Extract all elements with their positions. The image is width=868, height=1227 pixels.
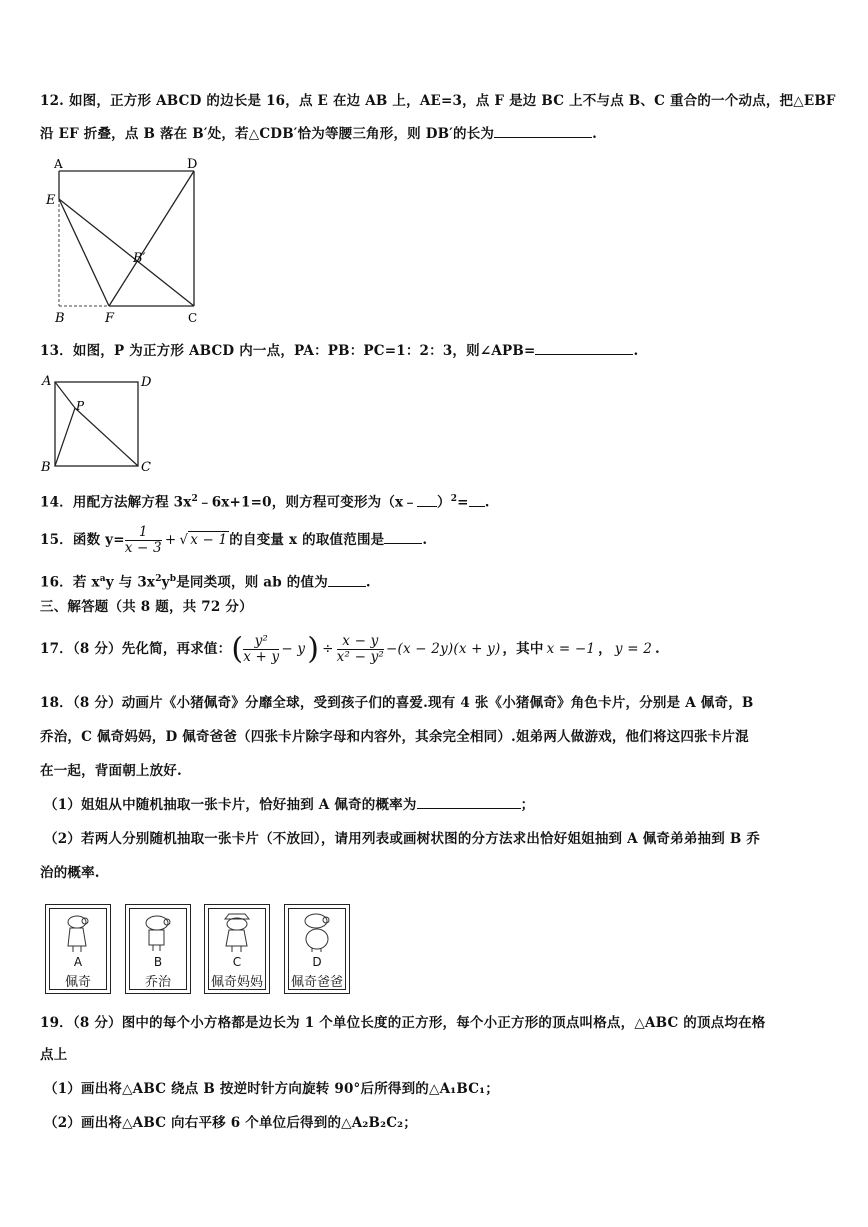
q18-sub2-line1: （2）若两人分别随机抽取一张卡片（不放回），请用列表或画树状图的分方法求出恰好姐姐抽到 A 佩奇弟弟抽到 B 乔 [44,831,761,847]
q13-label-d: D [141,375,152,390]
q17-y-value: y = 2 [614,641,652,657]
q13-figure [40,370,160,476]
q12-label-a: A [54,157,63,171]
q18-sub1-blank [417,808,521,809]
q16-mid: y 与 3x [105,574,156,591]
pig-figure-icon [63,913,93,953]
q14-mid: ﹣6x+1=0，则方程可变形为（x﹣ [198,494,417,511]
q16-line [40,570,371,592]
q16-end: . [365,574,371,591]
section-3-heading: 三、解答题（共 8 题，共 72 分） [40,599,253,615]
q17-cond: ，其中 [502,641,544,657]
q17-div: ÷ [322,641,334,657]
q13-text: 13．如图，P 为正方形 ABCD 内一点，PA：PB：PC=1：2：3，则∠APB= [40,343,536,359]
card-a-name: 佩奇 [64,975,91,990]
q15-fraction [125,525,162,556]
q14-sup-2: 2 [191,494,198,504]
q17-line [40,626,660,672]
q13-line [40,342,638,360]
q13-answer-blank [535,354,633,355]
q12-label-b: B [55,311,65,326]
q16-pre: 16．若 x [40,574,100,591]
q13-label-p: P [76,399,85,413]
q12-label-f: F [105,311,115,326]
q14-pre: 14．用配方法解方程 3x [40,494,192,511]
q15-end: . [422,532,428,548]
q13-label-a: A [42,374,52,389]
q19-sub1: （1）画出将△ABC 绕点 B 按逆时针方向旋转 90°后所得到的△A₁BC₁； [44,1081,499,1097]
q15-post: 的自变量 x 的取值范围是 [229,532,385,548]
card-a-letter: A [73,955,83,969]
q15-pre: 15．函数 y= [40,532,125,548]
q16-sup-2: 2 [155,574,162,584]
pig-figure-icon [219,911,255,953]
q17-frac2-den: x² − y² [336,649,385,665]
q14-line [40,490,490,512]
card-d-name: 佩奇爸爸 [290,975,343,990]
card-c-name: 佩奇妈妈 [210,975,263,990]
q18-sub1 [44,796,534,814]
q12-end: . [592,126,598,142]
q16-sup-a: a [99,574,106,584]
q18-sub1-end: ； [520,797,535,813]
q13-label-b: B [41,460,51,475]
q12-line1: 12. 如图，正方形 ABCD 的边长是 16，点 E 在边 AB 上，AE=3，点 F 是边 BC 上不与点 B、C 重合的一个动点，把△EBF [40,93,836,109]
q17-rest: −(x − 2y)(x + y) [386,641,501,657]
q17-end: . [655,641,660,657]
q14-mid2: ） [437,494,451,511]
q15-line [40,520,427,560]
card-c-letter: C [232,955,242,969]
q17-minus-y: − y [281,641,306,657]
q13-label-c: C [141,460,151,475]
q17-lparen: ( [231,631,244,667]
q12-label-c: C [188,311,198,325]
q14-blank-1 [417,506,437,507]
card-c [204,904,270,994]
q12-label-b-prime: B′ [133,251,146,266]
q15-plus: + [164,532,177,548]
q14-end: . [484,494,490,511]
card-b-letter: B [153,955,163,969]
q16-mid2: y [161,574,170,591]
q17-comma: ， [598,641,612,657]
card-d-letter: D [312,955,322,969]
q15-radicand: x − 1 [190,532,228,548]
q19-sub2: （2）画出将△ABC 向右平移 6 个单位后得到的△A₂B₂C₂； [44,1115,417,1131]
q17-x-value: x = −1 [546,641,596,657]
q12-figure [44,156,214,328]
q16-answer-blank [328,586,366,587]
q14-eq: = [457,494,469,511]
q12-line2 [40,125,597,143]
q15-sqrt: √ x − 1 [179,532,228,548]
pig-figure-icon [141,913,175,953]
q14-blank-2 [469,506,485,507]
q12-label-d: D [187,157,198,172]
q17-frac1-num: y² [243,634,279,650]
card-d [284,904,350,994]
q15-den: x − 3 [124,540,162,556]
q17-rparen: ) [307,631,320,667]
q18-sub1-text: （1）姐姐从中随机抽取一张卡片，恰好抽到 A 佩奇的概率为 [44,797,417,813]
q13-end: . [633,343,639,359]
q18-line2: 乔治，C 佩奇妈妈，D 佩奇爸爸（四张卡片除字母和内容外，其余完全相同）.姐弟两人做游戏，他们将这四张卡片混 [40,729,749,745]
q12-label-e: E [46,193,56,208]
q19-line2: 点上 [40,1047,68,1063]
pig-figure-icon [299,911,335,953]
q16-sup-b: b [169,574,177,584]
q15-answer-blank [384,543,422,544]
q17-frac2 [337,634,384,665]
card-b-name: 乔治 [144,975,171,990]
q17-pre: 17．（8 分）先化简，再求值： [40,641,232,657]
q15-num: 1 [125,525,162,541]
q17-frac1 [243,634,279,665]
q18-line3: 在一起，背面朝上放好. [40,763,182,779]
q12-line2-text: 沿 EF 折叠，点 B 落在 B′处，若△CDB′恰为等腰三角形，则 DB′的长为 [40,126,495,142]
q18-line1: 18．（8 分）动画片《小猪佩奇》分靡全球，受到孩子们的喜爱.现有 4 张《小猪佩奇》角色卡片，分别是 A 佩奇，B [40,695,754,711]
q16-post: 是同类项，则 ab 的值为 [176,574,328,591]
q17-frac2-num: x − y [337,634,384,650]
q17-frac1-den: x + y [243,649,280,665]
q12-answer-blank [494,137,592,138]
card-a [45,904,111,994]
q19-line1: 19．（8 分）图中的每个小方格都是边长为 1 个单位长度的正方形，每个小正方形的顶点叫格点，△ABC 的顶点均在格 [40,1015,766,1031]
card-b [125,904,191,994]
q18-sub2-line2: 治的概率. [40,865,100,881]
q14-sup-2b: 2 [450,494,458,504]
